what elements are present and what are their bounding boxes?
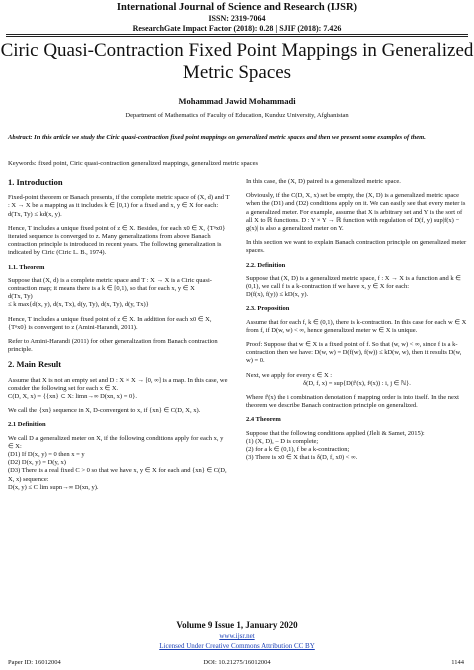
intro-paragraph-4: Hence, T includes a unique fixed point of z ∈ X. In addition for each x0 ∈ X, {Tⁿx0} is convergent to z (Amini-Harandi, 2011). bbox=[8, 315, 212, 331]
definition-2-1-body: We call D a generalized meter on X, if the following conditions apply for each x, y ∈ X: (D1) If D(x, y) = 0 then x = y (D2) D(x, y) = D(y, x) (D3) There is a real fixed C > 0 so that we have x, y ∈ X for each and {xn} ∈ C(D, X, x) sequence: D(x, y) ≤ C lim supn→∞ D(xn, y). bbox=[8, 434, 227, 491]
main-paragraph-2: We call the {xn} sequence in X, D-convergent to x, if {xn} ∈ C(D, X, x). bbox=[8, 407, 201, 415]
journal-name: International Journal of Science and Research (IJSR) bbox=[116, 2, 358, 13]
right-paragraph-3: In this section we want to explain Banach contraction principle on generalized meter spaces. bbox=[246, 239, 467, 255]
intro-paragraph-2: Hence, T includes a unique fixed point of z ∈ X. Besides, for each x0 ∈ X, {Tⁿx0} iterated sequence is converged to z. Many generalizations from above Banach contraction principle is introduced in recent years. The following generalization is indicated by Ciric (Ciric L. B., 1974). bbox=[8, 224, 226, 257]
left-column bbox=[8, 178, 230, 498]
definition-2-2-heading: 2.2. Definition bbox=[246, 261, 286, 269]
right-paragraph-where: Where fⁱ(x) the i combination denotation f mapping order is into itself. In the next theorem we describe Banach contraction principle on generalized. bbox=[246, 394, 459, 410]
footer-doi: DOI: 10.21275/16012004 bbox=[203, 659, 271, 666]
proposition-2-3-body: Assume that for each f, k ∈ (0,1), there is k-contraction. In this case for each w ∈ X from f, if D(w, w) < ∞, hence generalized meter w ∈ X is unique. bbox=[246, 318, 467, 334]
paper-title: Ciric Quasi-Contraction Fixed Point Mappings in Generalized Metric Spaces bbox=[0, 40, 474, 83]
footer-volume: Volume 9 Issue 1, January 2020 bbox=[176, 620, 298, 630]
main-paragraph-1: Assume that X is not an empty set and D : X × X → [0, ∞] is a map. In this case, we consider the following set for each x ∈ X. C(D, X, x) = {{xn} ⊂ X: limn→∞ D(xn, x) = 0}. bbox=[8, 376, 228, 401]
proof-paragraph: Proof: Suppose that w ∈ X is a fixed point of f. So that (w, w) < ∞, since f is a k-contraction then we have: D(w, w) = D(f(w), f(w)) ≤ kD(w, w), then it results D(w, w) = 0. bbox=[246, 341, 462, 365]
section-main-result-heading: 2. Main Result bbox=[8, 359, 62, 370]
right-paragraph-2: Obviously, if the C(D, X, x) set be empty, the (X, D) is a generalized metric space when the (D1) and (D2) conditions apply on it. We can easily see that every meter is a generalized meter. For example, assume that X is arbitrary set and Y is the sort of all X to ℝ functions. D : Y × Y → ℝ function with regulation of D(f, y) sup|f(x) − g(x)| is also a generalized meter on Y. bbox=[246, 192, 466, 233]
right-paragraph-1: In this case, the (X, D) paired is a generalized metric space. bbox=[246, 178, 401, 185]
theorem-2-4-heading: 2.4 Theorem bbox=[246, 416, 281, 424]
theorem-1-1-heading: 1.1. Theorem bbox=[8, 263, 45, 271]
intro-paragraph-5: Refer to Amini-Harandi (2011) for other generalization from Banach contraction principle. bbox=[8, 338, 218, 354]
issn: ISSN: 2319-7064 bbox=[208, 14, 266, 23]
author-name: Mohammad Jawid Mohammadi bbox=[178, 96, 296, 106]
theorem-2-4-body: Suppose that the following conditions applied (Jleli & Samet, 2015): (1) (X, D), – D is complete; (2) for a k ∈ (0,1), f be a k-contraction; (3) There is x0 ∈ X that is δ(D, f, x0) < ∞. bbox=[246, 429, 425, 462]
definition-2-2-body: Suppose that (X, D) is a generalized metric space, f : X → X is a function and k ∈ (0,1), we call f is a k-contraction if we have x, y ∈ X for each: D(f(x), f(y)) ≤ kD(x, y). bbox=[246, 274, 461, 299]
right-paragraph-delta: Next, we apply for every ϵ ∈ X : δ(D, f, x) = sup{D(fⁱ(x), fʲ(x)) : i, j ∈ ℕ}. bbox=[246, 371, 411, 387]
impact-factor: ResearchGate Impact Factor (2018): 0.28 | SJIF (2018): 7.426 bbox=[132, 24, 342, 33]
definition-2-1-heading: 2.1 Definition bbox=[8, 421, 46, 429]
affiliation: Department of Mathematics of Faculty of Education, Kunduz University, Afghanistan bbox=[125, 112, 349, 119]
theorem-1-1-body: Suppose that (X, d) is a complete metric space and T : X → X is a Ciric quasi-contraction map; it means there is a k ∈ [0,1), so that for each x, y ∈ X d(Tx, Ty) ≤ k max{d(x, y), d(x, Tx), d(y, Ty), d(x, Ty), d(y, Tx)} bbox=[8, 276, 212, 309]
footer-website-link[interactable]: www.ijsr.net bbox=[219, 632, 255, 640]
footer-paper-id: Paper ID: 16012004 bbox=[8, 659, 61, 666]
footer-license-link[interactable]: Licensed Under Creative Commons Attribution CC BY bbox=[159, 642, 315, 650]
right-column bbox=[246, 178, 468, 468]
header-rule-top bbox=[6, 34, 468, 35]
keywords: Keywords: fixed point, Ciric quasi-contraction generalized mappings, generalized metric spaces bbox=[8, 160, 258, 167]
section-introduction-heading: 1. Introduction bbox=[8, 177, 63, 187]
footer-page-number: 1144 bbox=[451, 659, 464, 666]
proposition-2-3-heading: 2.3. Proposition bbox=[246, 305, 290, 313]
abstract: Abstract: In this article we study the Ciric quasi-contraction fixed point mappings on generalized metric spaces and then we present some examples of them. bbox=[8, 134, 426, 141]
intro-paragraph-1: Fixed-point theorem or Banach presents, if the complete metric space of (X, d) and T : X → X be a mapping as it includes k ∈ [0,1) for a fixed and x, y ∈ X for each: d(Tx, Ty) ≤ kd(x, y). bbox=[8, 194, 230, 218]
header-rule-bottom bbox=[6, 36, 468, 37]
